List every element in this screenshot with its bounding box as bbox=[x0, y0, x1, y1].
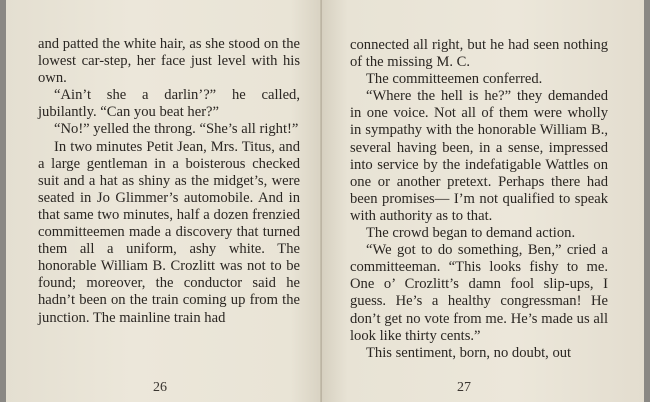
paragraph: This sentiment, born, no doubt, out bbox=[366, 344, 572, 361]
paragraph: “Ain’t she a darlin’?” he called, jubilantly. “Can you beat her?” bbox=[38, 87, 300, 121]
paragraph: and patted the white hair, as she stood on the lowest car-step, her face just level with his own. bbox=[38, 36, 300, 87]
left-page-text bbox=[38, 36, 300, 327]
page-number: 27 bbox=[457, 380, 471, 395]
paragraph: The committeemen conferred. bbox=[366, 71, 543, 88]
paragraph: “Where the hell is he?” they demanded in one voice. Not all of them were wholly in sympathy with the honorable William B., several having been, in a sense, impressed into service by the indefatigable Wattles on one or another pretext. Perhaps there had been promises— I’m not qualified to speak with authority as to that. bbox=[350, 88, 608, 224]
paragraph: In two minutes Petit Jean, Mrs. Titus, and a large gentleman in a boisterous checked suit and a hat as shiny as the midget’s, were seated in Jo Glimmer’s automobile. And in that same two minutes, half a dozen frenzied committeemen made a discovery that turned them all a uniform, ashy white. The honorable William B. Crozlitt was not to be found; moreover, the conductor said he hadn’t been on the train coming up from the junction. The mainline train had bbox=[38, 138, 300, 326]
paragraph: “No!” yelled the throng. “She’s all right!” bbox=[54, 121, 299, 138]
page-number: 26 bbox=[153, 380, 167, 395]
left-page bbox=[6, 0, 322, 402]
paragraph: connected all right, but he had seen nothing of the missing M. C. bbox=[350, 37, 608, 71]
right-page-text bbox=[350, 37, 608, 362]
paragraph: “We got to do something, Ben,” cried a committeeman. “This looks fishy to me. One o’ Crozlitt’s damn fool slip-ups, I guess. He’s a healthy congressman! He don’t get no vote from me. He’s made us all look like thirty cents.” bbox=[350, 242, 608, 344]
paragraph: The crowd began to demand action. bbox=[366, 225, 576, 242]
right-page bbox=[322, 0, 644, 402]
